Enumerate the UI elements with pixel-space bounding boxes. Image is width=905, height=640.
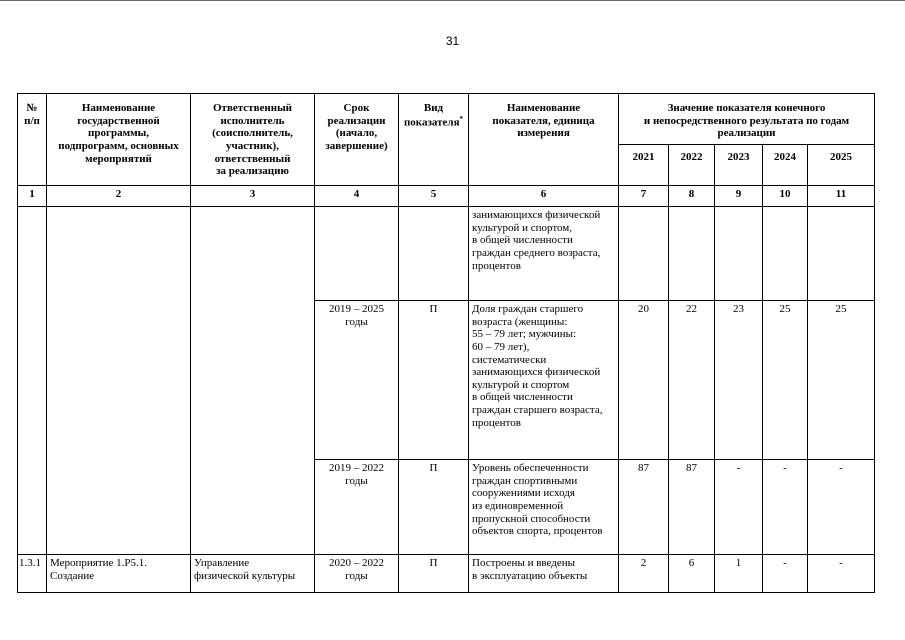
value-2021: 87: [619, 460, 669, 555]
header-year-2023: 2023: [715, 145, 763, 186]
term-cell: [315, 207, 399, 301]
value-2025: [808, 207, 875, 301]
indicator-name-cell: Построены и введены в эксплуатацию объекты: [469, 555, 619, 593]
value-2024: -: [763, 555, 808, 593]
program-name-cell: Мероприятие 1.Р5.1. Создание: [47, 555, 191, 593]
value-2023: [715, 207, 763, 301]
value-2024: 25: [763, 301, 808, 460]
value-2022: 22: [669, 301, 715, 460]
column-number: 7: [619, 186, 669, 207]
header-year-2025: 2025: [808, 145, 875, 186]
indicator-name-cell: Доля граждан старшего возраста (женщины: 55 – 79 лет; мужчины: 60 – 79 лет), систематически занимающихся физической культурой и спортом в общей численности граждан старшего возраста, процентов: [469, 301, 619, 460]
value-2024: -: [763, 460, 808, 555]
column-number: 6: [469, 186, 619, 207]
indicator-table: [17, 93, 875, 593]
footnote-mark: *: [459, 114, 464, 123]
column-number: 10: [763, 186, 808, 207]
column-number: 2: [47, 186, 191, 207]
value-2025: -: [808, 555, 875, 593]
value-2022: [669, 207, 715, 301]
program-name-cell: [47, 207, 191, 555]
indicator-type-cell: П: [399, 301, 469, 460]
value-2025: -: [808, 460, 875, 555]
page-number: 31: [445, 34, 460, 48]
indicator-type-cell: П: [399, 555, 469, 593]
executor-cell: Управление физической культуры: [191, 555, 315, 593]
header-executor: Ответственный исполнитель (соисполнитель, участник), ответственный за реализацию: [191, 94, 315, 186]
column-number: 8: [669, 186, 715, 207]
term-cell: 2019 – 2025 годы: [315, 301, 399, 460]
value-2021: 2: [619, 555, 669, 593]
value-2023: -: [715, 460, 763, 555]
header-term: Срок реализации (начало, завершение): [315, 94, 399, 186]
value-2023: 23: [715, 301, 763, 460]
column-number: 9: [715, 186, 763, 207]
column-number: 5: [399, 186, 469, 207]
header-indicator-name: Наименование показателя, единица измерения: [469, 94, 619, 186]
row-number-cell: 1.3.1: [18, 555, 47, 593]
header-year-2021: 2021: [619, 145, 669, 186]
value-2023: 1: [715, 555, 763, 593]
row-number-cell: [18, 207, 47, 555]
header-program-name: Наименование государственной программы, подпрограмм, основных мероприятий: [47, 94, 191, 186]
column-number: 4: [315, 186, 399, 207]
value-2024: [763, 207, 808, 301]
term-cell: 2020 – 2022 годы: [315, 555, 399, 593]
term-cell: 2019 – 2022 годы: [315, 460, 399, 555]
header-year-2024: 2024: [763, 145, 808, 186]
column-number: 3: [191, 186, 315, 207]
value-2025: 25: [808, 301, 875, 460]
value-2021: [619, 207, 669, 301]
column-number: 11: [808, 186, 875, 207]
header-number: № п/п: [18, 94, 47, 186]
header-values-group: Значение показателя конечного и непосредственного результата по годам реализации: [619, 94, 875, 145]
scan-edge-line: [0, 0, 905, 1]
value-2022: 6: [669, 555, 715, 593]
indicator-name-cell: занимающихся физической культурой и спортом, в общей численности граждан среднего возраста, процентов: [469, 207, 619, 301]
header-year-2022: 2022: [669, 145, 715, 186]
indicator-name-cell: Уровень обеспеченности граждан спортивными сооружениями исходя из единовременной пропускной способности объектов спорта, процентов: [469, 460, 619, 555]
executor-cell: [191, 207, 315, 555]
table-row: [18, 207, 875, 301]
table-row: [18, 555, 875, 593]
column-number: 1: [18, 186, 47, 207]
column-number-row: [18, 186, 875, 207]
value-2021: 20: [619, 301, 669, 460]
indicator-type-cell: П: [399, 460, 469, 555]
indicator-type-cell: [399, 207, 469, 301]
header-row: [18, 94, 875, 145]
value-2022: 87: [669, 460, 715, 555]
header-indicator-type: Вид показателя*: [399, 94, 469, 186]
